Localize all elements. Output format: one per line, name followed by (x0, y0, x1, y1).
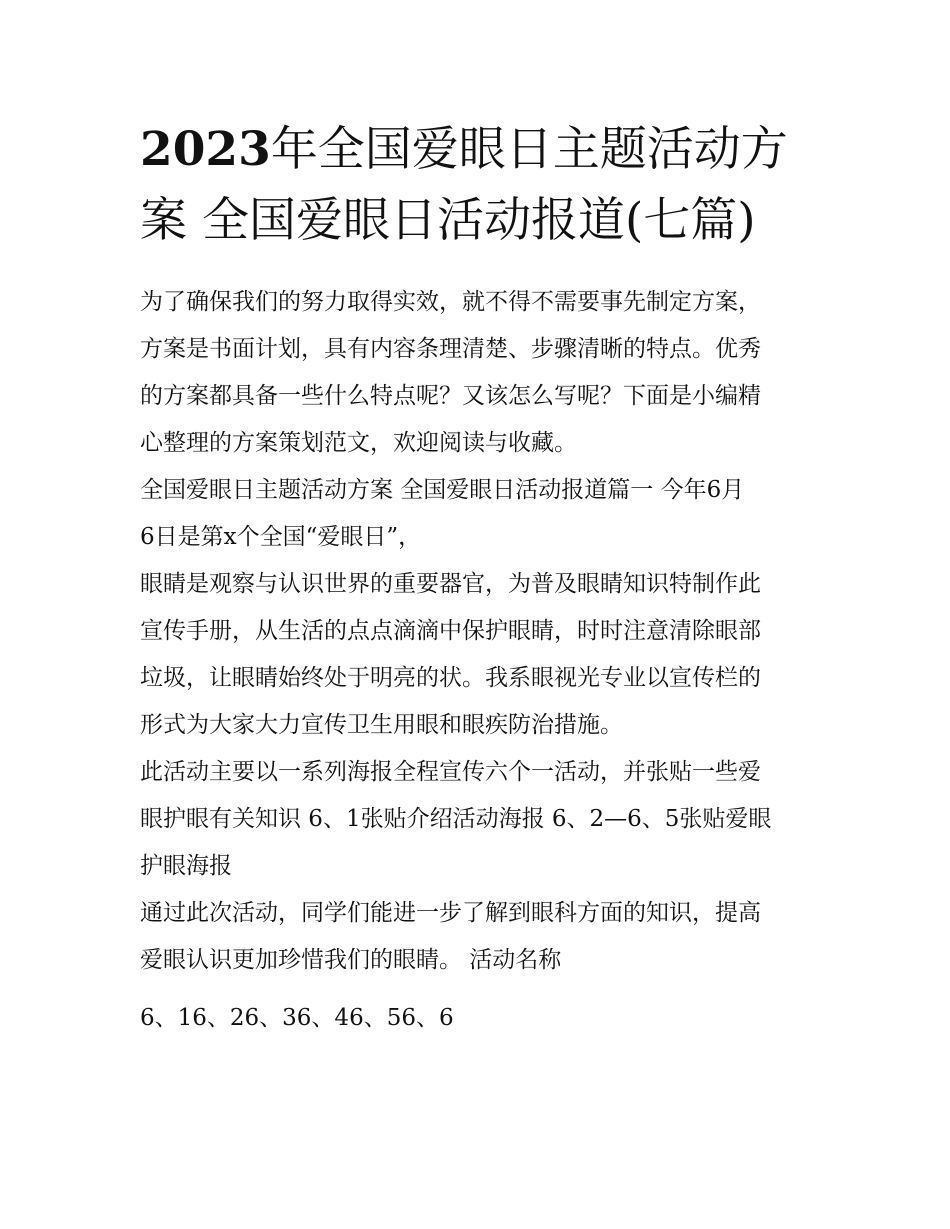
paragraph-dates (140, 995, 820, 1042)
text-line: 垃圾，让眼睛始终处于明亮的状。我系眼视光专业以宣传栏的 (140, 665, 761, 691)
text-line: 通过此次活动，同学们能进一步了解到眼科方面的知识，提高 (140, 900, 761, 926)
text-line: 护眼海报 (140, 853, 232, 879)
document-body (140, 279, 820, 1042)
text-line: 全国爱眼日主题活动方案 全国爱眼日活动报道篇一 今年6月 (140, 477, 745, 503)
paragraph-activity-posters (140, 749, 820, 890)
text-line: 为了确保我们的努力取得实效，就不得不需要事先制定方案， (140, 289, 761, 315)
text-line: 眼护眼有关知识 6、1张贴介绍活动海报 6、2—6、5张贴爱眼 (140, 806, 772, 832)
text-line: 眼睛是观察与认识世界的重要器官，为普及眼睛知识特制作此 (140, 571, 761, 597)
text-line: 的方案都具备一些什么特点呢？又该怎么写呢？下面是小编精 (140, 383, 761, 409)
paragraph-section-heading (140, 467, 820, 561)
title-line-1 (140, 114, 820, 185)
text-line: 宣传手册，从生活的点点滴滴中保护眼睛，时时注意清除眼部 (140, 618, 761, 644)
title-line-2: 案 全国爱眼日活动报道(七篇) (140, 193, 756, 248)
paragraph-activity-goal (140, 890, 820, 984)
text-line: 此活动主要以一系列海报全程宣传六个一活动，并张贴一些爱 (140, 759, 761, 785)
title-line-1-rest: 年全国爱眼日主题活动方 (270, 122, 788, 177)
paragraph-eyes-importance (140, 561, 820, 749)
text-line: 6、16、26、36、46、56、6 (140, 1005, 454, 1031)
text-line: 爱眼认识更加珍惜我们的眼睛。 活动名称 (140, 947, 562, 973)
title-year: 2023 (140, 122, 271, 177)
text-line: 方案是书面计划，具有内容条理清楚、步骤清晰的特点。优秀 (140, 336, 761, 362)
paragraph-intro (140, 279, 820, 467)
document-title (140, 114, 820, 256)
text-line: 6日是第x个全国“爱眼日”， (140, 524, 422, 550)
text-line: 形式为大家大力宣传卫生用眼和眼疾防治措施。 (140, 712, 623, 738)
text-line: 心整理的方案策划范文，欢迎阅读与收藏。 (140, 430, 577, 456)
